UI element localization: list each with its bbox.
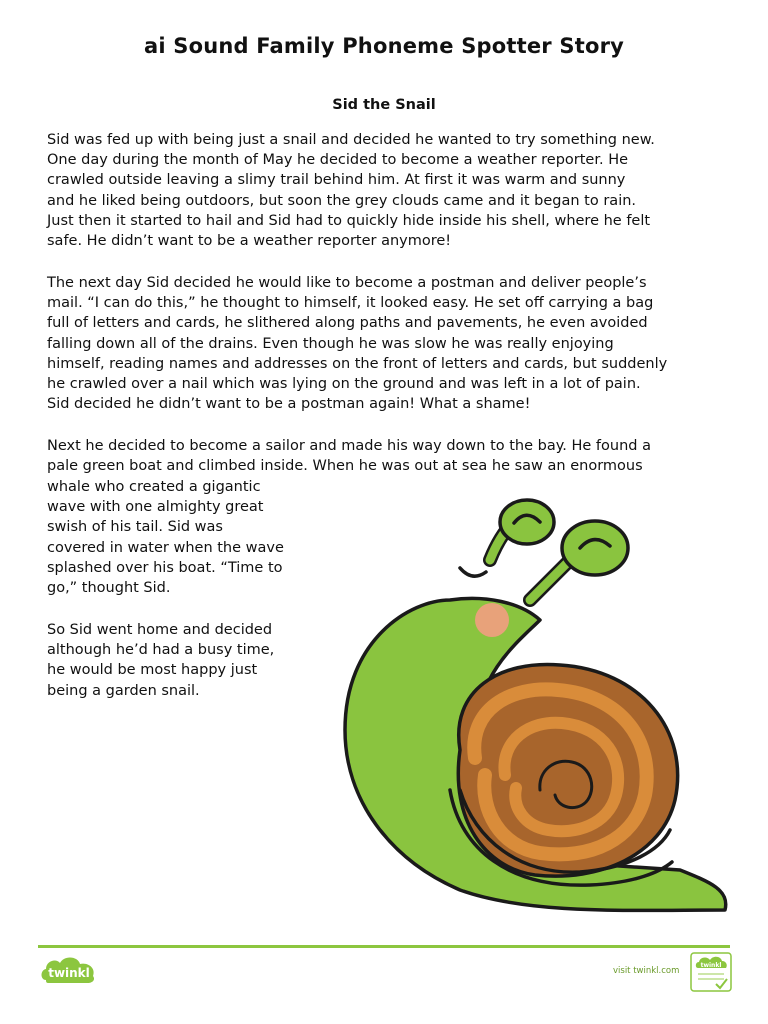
text-line: One day during the month of May he decided to become a weather reporter. He — [47, 152, 629, 169]
text-line: wave with one almighty great — [47, 499, 264, 516]
text-line: covered in water when the wave — [47, 539, 284, 556]
story-paragraph-3-continued — [47, 477, 312, 598]
text-line: So Sid went home and decided — [47, 622, 273, 638]
story-paragraph-3 — [47, 436, 737, 476]
text-line: crawled outside leaving a slimy trail behind him. At first it was warm and sunny — [47, 172, 626, 189]
text-line: Sid decided he didn’t want to be a postman again! What a shame! — [47, 396, 531, 413]
text-line: pale green boat and climbed inside. When he was out at sea he saw an enormous — [47, 458, 643, 475]
text-line: Sid was fed up with being just a snail and decided he wanted to try something new. — [47, 132, 655, 148]
footer-divider — [38, 945, 730, 948]
text-line: Next he decided to become a sailor and made his way down to the bay. He found a — [47, 438, 651, 454]
twinkl-logo[interactable] — [38, 952, 100, 986]
story-paragraph-4 — [47, 620, 312, 701]
text-line: splashed over his boat. “Time to — [47, 559, 283, 576]
story-paragraph-1 — [47, 130, 737, 251]
story-title: Sid the Snail — [332, 97, 436, 113]
badge-text: twinkl — [700, 962, 722, 969]
text-line: he crawled over a nail which was lying on the ground and was left in a lot of pain. — [47, 376, 641, 393]
text-line: full of letters and cards, he slithered along paths and pavements, he even avoided — [47, 315, 648, 332]
page-title: ai Sound Family Phoneme Spotter Story — [143, 34, 625, 58]
quality-badge — [690, 952, 732, 992]
text-line: he would be most happy just — [47, 662, 258, 679]
logo-text: twinkl — [48, 966, 90, 980]
text-line: swish of his tail. Sid was — [47, 519, 223, 536]
text-line: himself, reading names and addresses on the front of letters and cards, but suddenly — [47, 355, 668, 372]
text-line: although he’d had a busy time, — [47, 642, 275, 659]
visit-link[interactable]: visit twinkl.com — [613, 966, 680, 976]
text-line: falling down all of the drains. Even though he was slow he was really enjoying — [47, 335, 614, 352]
text-line: go,” thought Sid. — [47, 580, 171, 597]
text-line: mail. “I can do this,” he thought to himself, it looked easy. He set off carrying a bag — [47, 295, 654, 312]
text-line: and he liked being outdoors, but soon the grey clouds came and it began to rain. — [47, 192, 637, 209]
text-line: safe. He didn’t want to be a weather reporter anymore! — [47, 233, 452, 250]
snail-illustration — [300, 490, 740, 920]
text-line: whale who created a gigantic — [47, 479, 261, 495]
story-paragraph-2 — [47, 273, 737, 414]
text-line: Just then it started to hail and Sid had to quickly hide inside his shell, where he felt — [47, 212, 651, 229]
text-line: The next day Sid decided he would like to become a postman and deliver people’s — [47, 275, 647, 291]
text-line: being a garden snail. — [47, 682, 200, 699]
